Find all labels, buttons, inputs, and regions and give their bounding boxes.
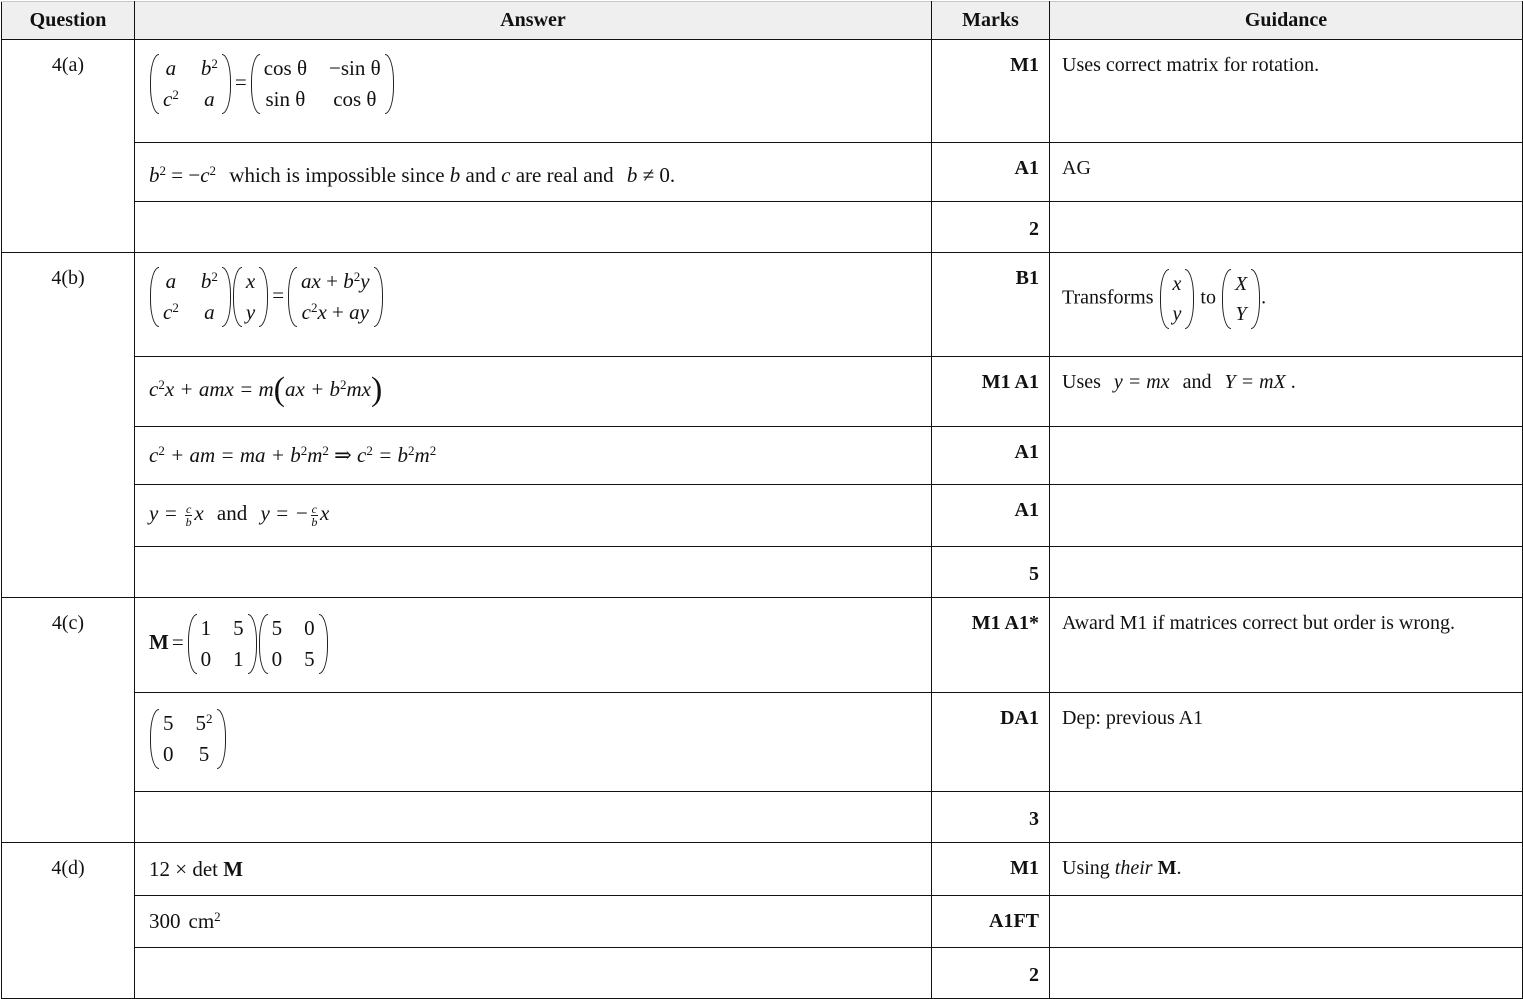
answer-cell: a $b^2$ $c^2$ a = cos θ −sin θ sin θ cos θ: [135, 40, 932, 143]
table-row-total: [2, 547, 1523, 598]
table-row: [2, 143, 1523, 202]
table-row: [2, 598, 1523, 693]
marks-cell: A1: [932, 485, 1050, 547]
header-answer: Answer: [135, 2, 932, 40]
answer-cell: [135, 693, 932, 792]
result-matrix: 5 $5^2$ 0 5: [150, 709, 226, 769]
answer-cell: 12 × det M: [135, 843, 932, 896]
guidance-cell: Uses y = mx and Y = mX .: [1050, 357, 1523, 427]
mark-scheme-table: [1, 1, 1523, 999]
table-row-total: [2, 202, 1523, 253]
result-vector: ax + $b^2y$ $c^2x$ + ay: [288, 267, 383, 327]
answer-cell: [135, 202, 932, 253]
guidance-cell: [1050, 202, 1523, 253]
marks-cell: M1: [932, 40, 1050, 143]
table-row: [2, 40, 1523, 143]
answer-cell: y = $\frac{c}{b}$ x and y = − $\frac{c}{b}$ x: [135, 485, 932, 547]
guidance-cell: AG: [1050, 143, 1523, 202]
marks-total: 2: [932, 948, 1050, 999]
vector: x y: [1160, 269, 1195, 329]
guidance-cell: [1050, 547, 1523, 598]
guidance-cell: [1050, 896, 1523, 948]
marks-cell: A1: [932, 427, 1050, 485]
marks-total: 3: [932, 792, 1050, 843]
answer-cell: 300 $cm^2$: [135, 896, 932, 948]
answer-cell: $b^2 = -c^2$ which is impossible since b and c are real and b ≠ 0.: [135, 143, 932, 202]
marks-cell: A1FT: [932, 896, 1050, 948]
table-row-total: [2, 792, 1523, 843]
vector: X Y: [1222, 269, 1260, 329]
shear-matrix: 1 5 0 1: [188, 614, 257, 674]
table-row-total: [2, 948, 1523, 999]
table-row: [2, 357, 1523, 427]
guidance-cell: [1050, 485, 1523, 547]
table-row: [2, 253, 1523, 357]
guidance-cell: Uses correct matrix for rotation.: [1050, 40, 1523, 143]
answer-cell: a $b^2$ $c^2$ a x y = ax + $b^2y$ $c^2x$ + ay: [135, 253, 932, 357]
enlargement-matrix: 5 0 0 5: [259, 614, 328, 674]
header-row: [2, 2, 1523, 40]
table-row: [2, 896, 1523, 948]
table-row: [2, 693, 1523, 792]
question-label: 4(c): [2, 598, 135, 843]
table-row: [2, 485, 1523, 547]
answer-cell: $c^2$ + am = ma + $b^2m^2$ ⇒ $c^2 = b^2m^2$: [135, 427, 932, 485]
rotation-matrix: cos θ −sin θ sin θ cos θ: [251, 54, 394, 114]
marks-cell: DA1: [932, 693, 1050, 792]
table-row: [2, 427, 1523, 485]
vector: x y: [233, 267, 268, 327]
marks-total: 2: [932, 202, 1050, 253]
guidance-cell: [1050, 792, 1523, 843]
question-label: 4(b): [2, 253, 135, 598]
answer-cell: $c^2x$ + amx = $m(ax + b^2mx)$: [135, 357, 932, 427]
header-question: Question: [2, 2, 135, 40]
answer-cell: M = 1 5 0 1 5 0 0 5: [135, 598, 932, 693]
question-label: 4(a): [2, 40, 135, 253]
guidance-cell: Transforms x y to X Y .: [1050, 253, 1523, 357]
matrix: a $b^2$ $c^2$ a: [150, 267, 231, 327]
header-guidance: Guidance: [1050, 2, 1523, 40]
marks-cell: M1 A1*: [932, 598, 1050, 693]
marks-cell: A1: [932, 143, 1050, 202]
header-marks: Marks: [932, 2, 1050, 40]
table-row: [2, 843, 1523, 896]
answer-cell: [135, 792, 932, 843]
marks-cell: B1: [932, 253, 1050, 357]
guidance-cell: [1050, 427, 1523, 485]
marks-cell: M1 A1: [932, 357, 1050, 427]
answer-cell: [135, 948, 932, 999]
marks-cell: M1: [932, 843, 1050, 896]
guidance-cell: Using their M.: [1050, 843, 1523, 896]
question-label: 4(d): [2, 843, 135, 999]
guidance-cell: Award M1 if matrices correct but order is wrong.: [1050, 598, 1523, 693]
marks-total: 5: [932, 547, 1050, 598]
matrix: a $b^2$ $c^2$ a: [150, 54, 231, 114]
guidance-cell: Dep: previous A1: [1050, 693, 1523, 792]
guidance-cell: [1050, 948, 1523, 999]
answer-cell: [135, 547, 932, 598]
